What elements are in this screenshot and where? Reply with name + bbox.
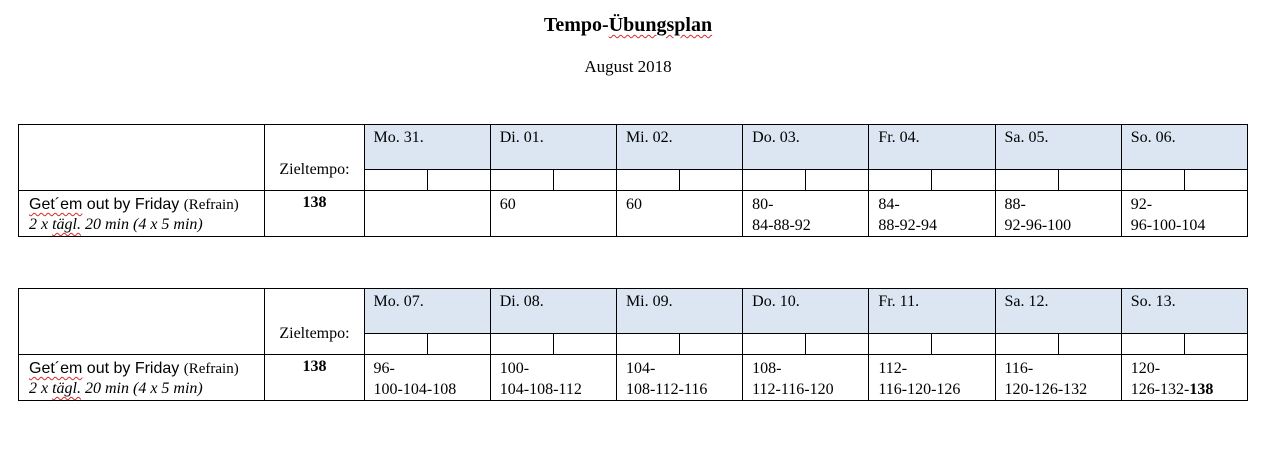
song-name-prefix: Get´em (29, 360, 83, 377)
target-tempo-header (265, 289, 364, 355)
sub-cell (1058, 334, 1121, 355)
tempo-line-2 (1131, 379, 1238, 400)
day-header: Mi. 02. (616, 125, 742, 170)
tempo-line-2-bold: 138 (1189, 381, 1214, 398)
song-name-rest: out by Friday (82, 360, 184, 377)
title-prefix: Tempo- (543, 14, 609, 36)
tempo-line-2-text: 126-132- (1130, 381, 1190, 398)
target-tempo-header (265, 125, 364, 191)
tempo-line-1: 84- (878, 196, 900, 213)
practice-table-2 (18, 288, 1248, 401)
song-part: (Refrain) (183, 361, 239, 377)
sub-cell (869, 170, 932, 191)
day-header: Fr. 11. (869, 289, 995, 334)
song-instruction (29, 215, 256, 234)
tempo-line-1: 116- (1004, 360, 1034, 377)
song-cell (19, 355, 265, 401)
day-header: Sa. 12. (995, 289, 1121, 334)
tempo-line-2 (878, 379, 985, 400)
day-header: Mo. 31. (364, 125, 490, 170)
tempo-cell (616, 355, 742, 401)
song-row (19, 191, 1248, 237)
tempo-cell (490, 191, 616, 237)
song-row (19, 355, 1248, 401)
song-title (29, 195, 256, 215)
tempo-line-1: 60 (625, 196, 642, 213)
tempo-line-2 (374, 379, 481, 400)
tempo-line-2 (500, 379, 607, 400)
day-header: So. 06. (1121, 125, 1247, 170)
tempo-line-2-text: 112-116-120 (752, 381, 834, 398)
day-header: Di. 01. (490, 125, 616, 170)
tempo-line-1: 96- (373, 360, 395, 377)
sub-cell (364, 170, 427, 191)
sub-cell (427, 170, 490, 191)
header-row (19, 289, 1248, 334)
day-header: Mo. 07. (364, 289, 490, 334)
tempo-line-2 (878, 215, 985, 236)
tempo-line-2 (626, 379, 733, 400)
sub-cell (1121, 334, 1184, 355)
tempo-cell (869, 191, 995, 237)
target-tempo-value: 138 (265, 191, 364, 237)
song-part: (Refrain) (183, 197, 239, 213)
tempo-line-1: 60 (499, 196, 516, 213)
instruction-word: tägl. (52, 380, 81, 397)
day-header: Do. 03. (743, 125, 869, 170)
sub-cell (743, 334, 806, 355)
tempo-line-1: 92- (1130, 196, 1153, 213)
sub-cell (427, 334, 490, 355)
tempo-cell (743, 355, 869, 401)
tempo-line-2 (1005, 379, 1112, 400)
tempo-cell (1121, 191, 1247, 237)
tempo-line-1: 108- (752, 360, 782, 377)
sub-cell (806, 334, 869, 355)
header-row (19, 125, 1248, 170)
day-header: Fr. 04. (869, 125, 995, 170)
day-header: So. 13. (1121, 289, 1247, 334)
tempo-line-1: 112- (878, 360, 908, 377)
tempo-line-2-text: 116-120-126 (878, 381, 961, 398)
song-cell (19, 191, 265, 237)
tempo-line-1: 120- (1130, 360, 1161, 377)
tempo-line-2 (1005, 215, 1112, 236)
tempo-line-2 (1131, 215, 1238, 236)
sub-cell (743, 170, 806, 191)
instruction-word: tägl. (52, 216, 81, 233)
sub-cell (1058, 170, 1121, 191)
instruction-rest: 20 min (4 x 5 min) (81, 216, 203, 233)
tempo-cell (364, 191, 490, 237)
tempo-line-2-text: 100-104-108 (373, 381, 457, 398)
tempo-line-2 (752, 379, 859, 400)
tempo-line-1: 100- (499, 360, 530, 377)
sub-cell (932, 334, 995, 355)
sub-cell (1121, 170, 1184, 191)
tempo-cell (1121, 355, 1247, 401)
sub-cell (680, 334, 743, 355)
tempo-line-2-text: 84-88-92 (752, 217, 811, 234)
sub-cell (490, 170, 553, 191)
tempo-line-1: 104- (625, 360, 656, 377)
sub-cell (995, 334, 1058, 355)
tempo-cell (616, 191, 742, 237)
empty-header-cell (19, 125, 265, 191)
sub-cell (995, 170, 1058, 191)
sub-cell (932, 170, 995, 191)
document-title (0, 14, 1256, 37)
day-header: Mi. 09. (616, 289, 742, 334)
sub-cell (553, 170, 616, 191)
title-word: Übungsplan (608, 14, 713, 36)
tempo-line-2-text: 108-112-116 (625, 381, 708, 398)
target-tempo-label: Zieltempo: (279, 324, 350, 342)
song-instruction (29, 379, 256, 398)
sub-cell (1184, 170, 1247, 191)
tempo-line-2-text: 88-92-94 (878, 217, 937, 234)
tempo-line-2-text: 120-126-132 (1004, 381, 1088, 398)
sub-cell (616, 334, 679, 355)
instruction-prefix: 2 x (29, 380, 53, 397)
song-name-rest: out by Friday (82, 196, 184, 213)
day-header: Di. 08. (490, 289, 616, 334)
tempo-cell (869, 355, 995, 401)
sub-cell (553, 334, 616, 355)
sub-cell (680, 170, 743, 191)
tempo-cell (490, 355, 616, 401)
tempo-line-2 (752, 215, 859, 236)
instruction-rest: 20 min (4 x 5 min) (81, 380, 203, 397)
tempo-line-1: 80- (752, 196, 774, 213)
day-header: Sa. 05. (995, 125, 1121, 170)
tempo-cell (364, 355, 490, 401)
tempo-line-1: 88- (1004, 196, 1026, 213)
song-name-prefix: Get´em (29, 196, 83, 213)
document-subtitle: August 2018 (584, 57, 672, 76)
sub-cell (1184, 334, 1247, 355)
tempo-line-2-text: 104-108-112 (499, 381, 582, 398)
tempo-line-2-text: 96-100-104 (1130, 217, 1206, 234)
tempo-cell (995, 191, 1121, 237)
target-tempo-value: 138 (265, 355, 364, 401)
song-title (29, 359, 256, 379)
tempo-cell (995, 355, 1121, 401)
practice-table-1 (18, 124, 1248, 237)
sub-cell (364, 334, 427, 355)
instruction-prefix: 2 x (29, 216, 53, 233)
empty-header-cell (19, 289, 265, 355)
target-tempo-label: Zieltempo: (279, 160, 350, 178)
day-header: Do. 10. (743, 289, 869, 334)
sub-cell (490, 334, 553, 355)
sub-cell (806, 170, 869, 191)
tempo-line-2-text: 92-96-100 (1004, 217, 1072, 234)
sub-cell (616, 170, 679, 191)
sub-cell (869, 334, 932, 355)
tempo-cell (743, 191, 869, 237)
